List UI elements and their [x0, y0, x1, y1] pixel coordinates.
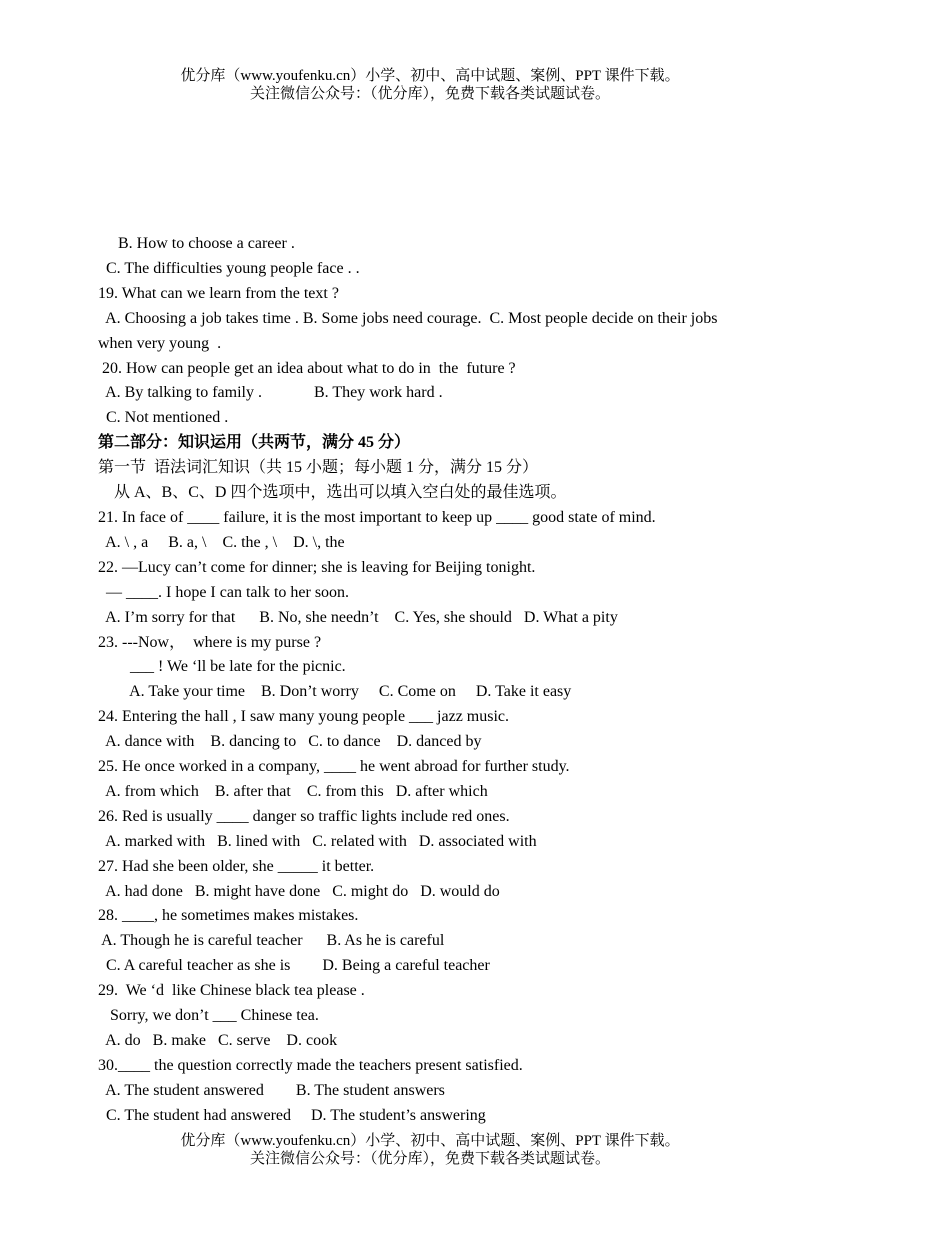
section-heading: 第二部分：知识运用（共两节，满分 45 分）: [98, 434, 411, 452]
header-line-2: 关注微信公众号：（优分库），免费下载各类试题试卷。: [249, 86, 610, 102]
q28-options-ab: A. Though he is careful teacher B. As he is careful: [98, 932, 445, 950]
q27-question: 27. Had she been older, she _____ it better.: [98, 857, 375, 875]
header-line-1: 优分库（www.youfenku.cn）小学、初中、高中试题、案例、PPT 课件下载。: [180, 68, 680, 84]
footer-line-2: 关注微信公众号：（优分库），免费下载各类试题试卷。: [249, 1151, 610, 1167]
q19-question: 19. What can we learn from the text ?: [98, 284, 339, 302]
q21-question: 21. In face of ____ failure, it is the most important to keep up ____ good state of mind.: [98, 508, 656, 526]
q26-question: 26. Red is usually ____ danger so traffic lights include red ones.: [98, 807, 510, 825]
q30-options-ab: A. The student answered B. The student answers: [98, 1081, 445, 1099]
q20-options-ab: A. By talking to family . B. They work hard .: [98, 384, 443, 402]
q25-question: 25. He once worked in a company, ____ he went abroad for further study.: [98, 758, 570, 776]
q18-option-c: C. The difficulties young people face . .: [98, 259, 360, 277]
subsection-heading: 第一节 语法词汇知识（共 15 小题；每小题 1 分，满分 15 分）: [98, 459, 539, 477]
q19-options-cont: when very young .: [98, 334, 222, 352]
q25-options: A. from which B. after that C. from this D. after which: [98, 782, 488, 800]
q23-options: A. Take your time B. Don’t worry C. Come on D. Take it easy: [98, 683, 572, 701]
q22-question: 22. —Lucy can’t come for dinner; she is leaving for Beijing tonight.: [98, 558, 536, 576]
q24-options: A. dance with B. dancing to C. to dance D. danced by: [98, 733, 482, 751]
q29-reply: Sorry, we don’t ___ Chinese tea.: [98, 1007, 319, 1025]
q24-question: 24. Entering the hall , I saw many young people ___ jazz music.: [98, 708, 510, 726]
q18-option-b: B. How to choose a career .: [98, 235, 295, 252]
instructions: 从 A、B、C、D 四个选项中，选出可以填入空白处的最佳选项。: [98, 484, 567, 502]
footer-line-1: 优分库（www.youfenku.cn）小学、初中、高中试题、案例、PPT 课件下载。: [180, 1133, 680, 1149]
q21-options: A. \ , a B. a, \ C. the , \ D. \, the: [98, 533, 345, 551]
q29-question: 29. We ‘d like Chinese black tea please .: [98, 982, 365, 1000]
q22-reply: — ____. I hope I can talk to her soon.: [98, 583, 350, 601]
q30-options-cd: C. The student had answered D. The student’s answering: [98, 1106, 486, 1124]
q26-options: A. marked with B. lined with C. related with D. associated with: [98, 832, 537, 850]
q28-question: 28. ____, he sometimes makes mistakes.: [98, 907, 359, 925]
page-header: [0, 67, 860, 103]
q22-options: A. I’m sorry for that B. No, she needn’t C. Yes, she should D. What a pity: [98, 608, 618, 626]
page-footer: [0, 1132, 860, 1168]
q20-question: 20. How can people get an idea about what to do in the future ?: [98, 359, 516, 377]
q30-question: 30.____ the question correctly made the teachers present satisfied.: [98, 1056, 523, 1074]
exam-content: [98, 232, 778, 1129]
q29-options: A. do B. make C. serve D. cook: [98, 1032, 338, 1049]
q23-question: 23. ---Now， where is my purse ?: [98, 633, 322, 651]
q28-options-cd: C. A careful teacher as she is D. Being a careful teacher: [98, 957, 490, 975]
q19-options: A. Choosing a job takes time . B. Some jobs need courage. C. Most people decide on their jobs: [98, 309, 718, 327]
q27-options: A. had done B. might have done C. might do D. would do: [98, 882, 500, 900]
q20-option-c: C. Not mentioned .: [98, 409, 229, 427]
q23-reply: ___ ! We ‘ll be late for the picnic.: [98, 658, 346, 676]
